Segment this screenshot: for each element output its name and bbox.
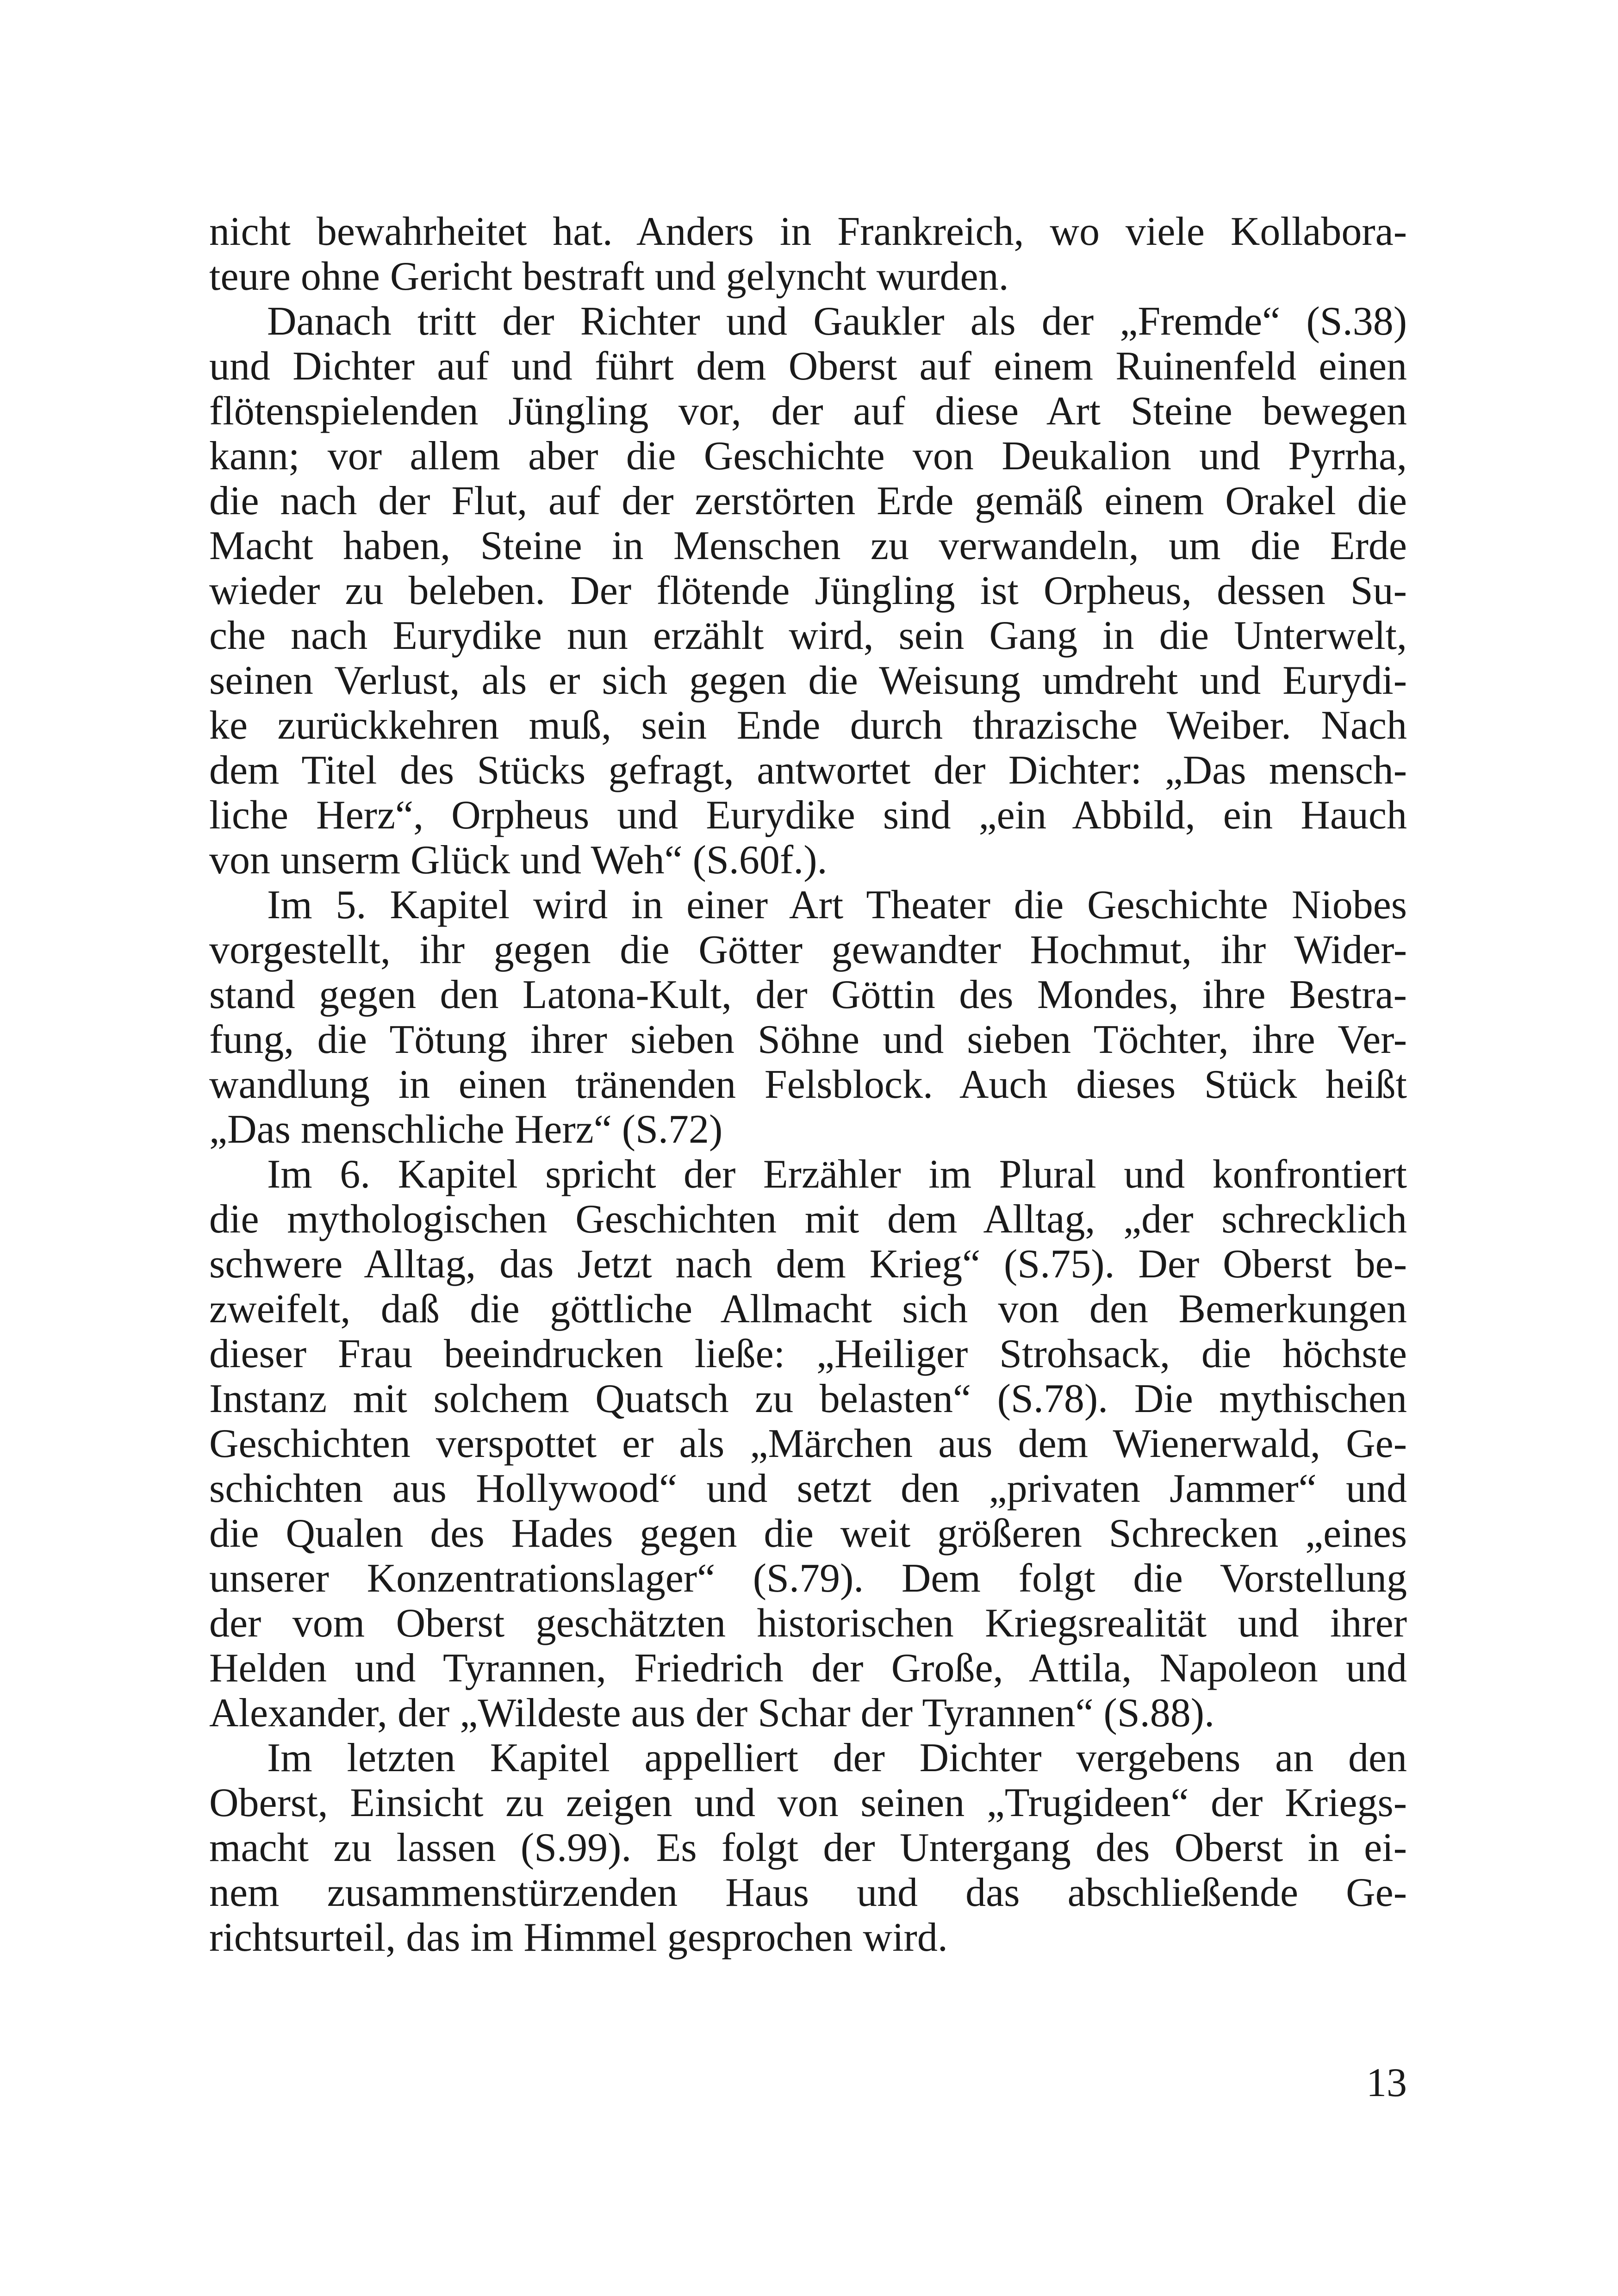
text-line: liche Herz“, Orpheus und Eurydike sind „ein Abbild, ein Hauch [209,793,1407,838]
text-line: schwere Alltag, das Jetzt nach dem Krieg“ (S.75). Der Oberst be- [209,1242,1407,1287]
text-line: unserer Konzentrationslager“ (S.79). Dem folgt die Vorstellung [209,1556,1407,1601]
text-line: nem zusammenstürzenden Haus und das abschließende Ge- [209,1870,1407,1915]
text-line: Alexander, der „Wildeste aus der Schar der Tyrannen“ (S.88). [209,1691,1215,1736]
body-text [209,209,1407,1960]
page-number: 13 [1366,2060,1407,2105]
text-line: Oberst, Einsicht zu zeigen und von seinen „Trugideen“ der Kriegs- [209,1780,1407,1825]
text-line: macht zu lassen (S.99). Es folgt der Untergang des Oberst in ei- [209,1825,1407,1870]
text-line: flötenspielenden Jüngling vor, der auf diese Art Steine bewegen [209,389,1407,434]
text-line: seinen Verlust, als er sich gegen die Weisung umdreht und Eurydi- [209,658,1407,703]
text-line: Instanz mit solchem Quatsch zu belasten“ (S.78). Die mythischen [209,1376,1407,1421]
text-line: die mythologischen Geschichten mit dem Alltag, „der schrecklich [209,1197,1407,1242]
text-line: richtsurteil, das im Himmel gesprochen wird. [209,1915,948,1960]
text-line: ke zurückkehren muß, sein Ende durch thrazische Weiber. Nach [209,703,1407,748]
text-line: die nach der Flut, auf der zerstörten Erde gemäß einem Orakel die [209,479,1407,523]
text-line: teure ohne Gericht bestraft und gelyncht wurden. [209,254,1009,299]
text-line: wieder zu beleben. Der flötende Jüngling ist Orpheus, dessen Su- [209,568,1407,613]
text-line: von unserm Glück und Weh“ (S.60f.). [209,838,828,883]
text-line: Im letzten Kapitel appelliert der Dichter vergebens an den [267,1736,1407,1780]
text-line: Geschichten verspottet er als „Märchen aus dem Wienerwald, Ge- [209,1421,1407,1466]
text-line: stand gegen den Latona-Kult, der Göttin des Mondes, ihre Bestra- [209,972,1407,1017]
text-line: fung, die Tötung ihrer sieben Söhne und sieben Töchter, ihre Ver- [209,1017,1407,1062]
text-line: Danach tritt der Richter und Gaukler als der „Fremde“ (S.38) [267,299,1407,344]
text-line: dieser Frau beeindrucken ließe: „Heiliger Strohsack, die höchste [209,1332,1407,1376]
text-line: wandlung in einen tränenden Felsblock. Auch dieses Stück heißt [209,1062,1407,1107]
text-line: die Qualen des Hades gegen die weit größeren Schrecken „eines [209,1511,1407,1556]
paragraph [209,299,1407,883]
text-line: Helden und Tyrannen, Friedrich der Große, Attila, Napoleon und [209,1646,1407,1691]
text-line: der vom Oberst geschätzten historischen Kriegsrealität und ihrer [209,1601,1407,1646]
text-line: Macht haben, Steine in Menschen zu verwandeln, um die Erde [209,523,1407,568]
paragraph [209,209,1407,299]
text-line: kann; vor allem aber die Geschichte von Deukalion und Pyrrha, [209,434,1407,479]
text-line: schichten aus Hollywood“ und setzt den „privaten Jammer“ und [209,1466,1407,1511]
text-line: Im 6. Kapitel spricht der Erzähler im Plural und konfrontiert [267,1152,1407,1197]
text-line: dem Titel des Stücks gefragt, antwortet der Dichter: „Das mensch- [209,748,1407,793]
paragraph [209,883,1407,1152]
paragraph [209,1736,1407,1960]
text-line: zweifelt, daß die göttliche Allmacht sich von den Bemerkungen [209,1287,1407,1332]
text-line: nicht bewahrheitet hat. Anders in Frankreich, wo viele Kollabora- [209,209,1407,254]
text-line: Im 5. Kapitel wird in einer Art Theater die Geschichte Niobes [267,883,1407,927]
text-line: vorgestellt, ihr gegen die Götter gewandter Hochmut, ihr Wider- [209,927,1407,972]
paragraph [209,1152,1407,1736]
text-line: che nach Eurydike nun erzählt wird, sein Gang in die Unterwelt, [209,613,1407,658]
text-line: „Das menschliche Herz“ (S.72) [209,1107,723,1152]
text-line: und Dichter auf und führt dem Oberst auf einem Ruinenfeld einen [209,344,1407,389]
